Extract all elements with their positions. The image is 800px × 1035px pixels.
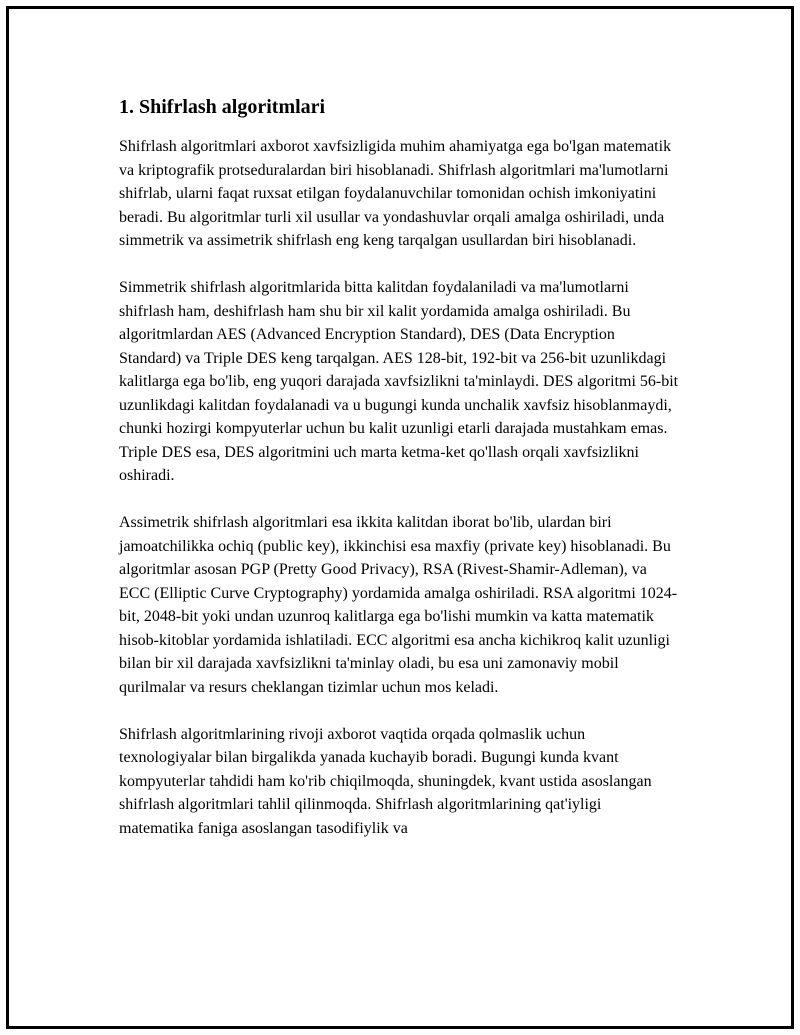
document-body — [119, 95, 679, 864]
paragraph-development: Shifrlash algoritmlarining rivoji axborot vaqtida orqada qolmaslik uchun texnologiyalar bilan birgalikda yanada kuchayib boradi. Bugungi kunda kvant kompyuterlar tahdidi ham ko'rib chiqilmoqda, shuningdek, kvant ustida asoslangan shifrlash algoritmlari tahlil qilinmoqda. Shifrlash algoritmlarining qat'iyligi matematika faniga asoslangan tasodifiylik va — [119, 725, 652, 837]
paragraph-asymmetric: Assimetrik shifrlash algoritmlari esa ikkita kalitdan iborat bo'lib, ulardan biri jamoatchilikka ochiq (public key), ikkinchisi esa maxfiy (private key) hisoblanadi. Bu algoritmlar asosan PGP (Pretty Good Privacy), RSA (Rivest-Shamir-Adleman), va ECC (Elliptic Curve Cryptography) yordamida amalga oshiriladi. RSA algoritmi 1024-bit, 2048-bit yoki undan uzunroq kalitlarga ega bo'lishi mumkin va katta matematik hisob-kitoblar yordamida ishlatiladi. ECC algoritmi esa ancha kichikroq kalit uzunligi bilan bir xil darajada xavfsizlikni ta'minlay oladi, bu esa uni zamonaviy mobil qurilmalar va resurs cheklangan tizimlar uchun mos keladi. — [119, 514, 678, 696]
section-heading: 1. Shifrlash algoritmlari — [119, 96, 326, 118]
page-frame — [6, 6, 794, 1029]
paragraph-symmetric: Simmetrik shifrlash algoritmlarida bitta kalitdan foydalaniladi va ma'lumotlarni shifrlash ham, deshifrlash ham shu bir xil kalit yordamida amalga oshiriladi. Bu algoritmlardan AES (Advanced Encryption Standard), DES (Data Encryption Standard) va Triple DES keng tarqalgan. AES 128-bit, 192-bit va 256-bit uzunlikdagi kalitlarga ega bo'lib, eng yuqori darajada xavfsizlikni ta'minlaydi. DES algoritmi 56-bit uzunlikdagi kalitdan foydalanadi va u bugungi kunda unchalik xavfsiz hisoblanmaydi, chunki hozirgi kompyuterlar uchun bu kalit uzunligi etarli darajada mustahkam emas. Triple DES esa, DES algoritmini uch marta ketma-ket qo'llash orqali xavfsizlikni oshiradi. — [119, 279, 679, 484]
paragraph-intro: Shifrlash algoritmlari axborot xavfsizligida muhim ahamiyatga ega bo'lgan matematik va kriptografik protseduralardan biri hisoblanadi. Shifrlash algoritmlari ma'lumotlarni shifrlab, ularni faqat ruxsat etilgan foydalanuvchilar tomonidan ochish imkoniyatini beradi. Bu algoritmlar turli xil usullar va yondashuvlar orqali amalga oshiriladi, unda simmetrik va assimetrik shifrlash eng keng tarqalgan usullardan biri hisoblanadi. — [119, 138, 672, 249]
